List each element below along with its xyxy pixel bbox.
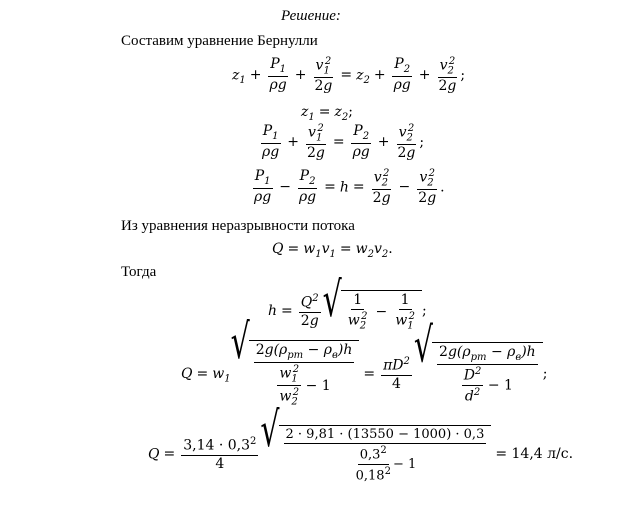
continuity-intro: Из уравнения неразрывности потока — [121, 218, 355, 234]
equation-z-equal: $z_1 = z_2$; — [301, 104, 353, 123]
equation-bernoulli: $z_1$ + $\frac{P_1}{\rho g}$ + $\frac{v_1^2}{2g}$ = $z_2$ + $\frac{P_2}{\rho g}$ + $\frac{v_2^2}{2g}$ ; — [232, 56, 466, 95]
equation-q-general: $Q = w_1$ √ $2g(\rho_{рт} - \rho_в)h$ $\frac{w_1^2}{w_2^2}$ − 1 = $\frac{\pi D^2}{4}$ √ $2g(\rho_{рт} - \rho_в)h$ $\frac{D^2}{d^2}$ − 1 ; — [181, 314, 548, 408]
bernoulli-intro: Составим уравнение Бернулли — [121, 33, 318, 49]
solution-heading: Решение: — [281, 8, 341, 24]
equation-h: h = $\frac{Q^2}{2g}$ √ $\frac{1}{w_2^2}$ − $\frac{1}{w_1^2}$ ; — [268, 272, 427, 332]
equation-q-numeric: Q = $\frac{3,14 \cdot 0,3^2}{4}$ √ 2 · 9,81 · (13550 − 1000) · 0,3 $\frac{0,3^2}{0,18^2}$ − 1 = 14,4 л/с. — [148, 402, 574, 484]
equation-continuity: $Q = w_1v_1 = w_2v_2$. — [272, 241, 393, 260]
equation-reduced: $\frac{P_1}{\rho g}$ + $\frac{v_1^2}{2g}$ = $\frac{P_2}{\rho g}$ + $\frac{v_2^2}{2g}$ ; — [262, 123, 425, 162]
equation-head: $\frac{P_1}{\rho g}$ − $\frac{P_2}{\rho g}$ = h = $\frac{v_2^2}{2g}$ − $\frac{v_2^2}{2g}$ . — [254, 168, 445, 207]
then-label: Тогда — [121, 264, 157, 280]
